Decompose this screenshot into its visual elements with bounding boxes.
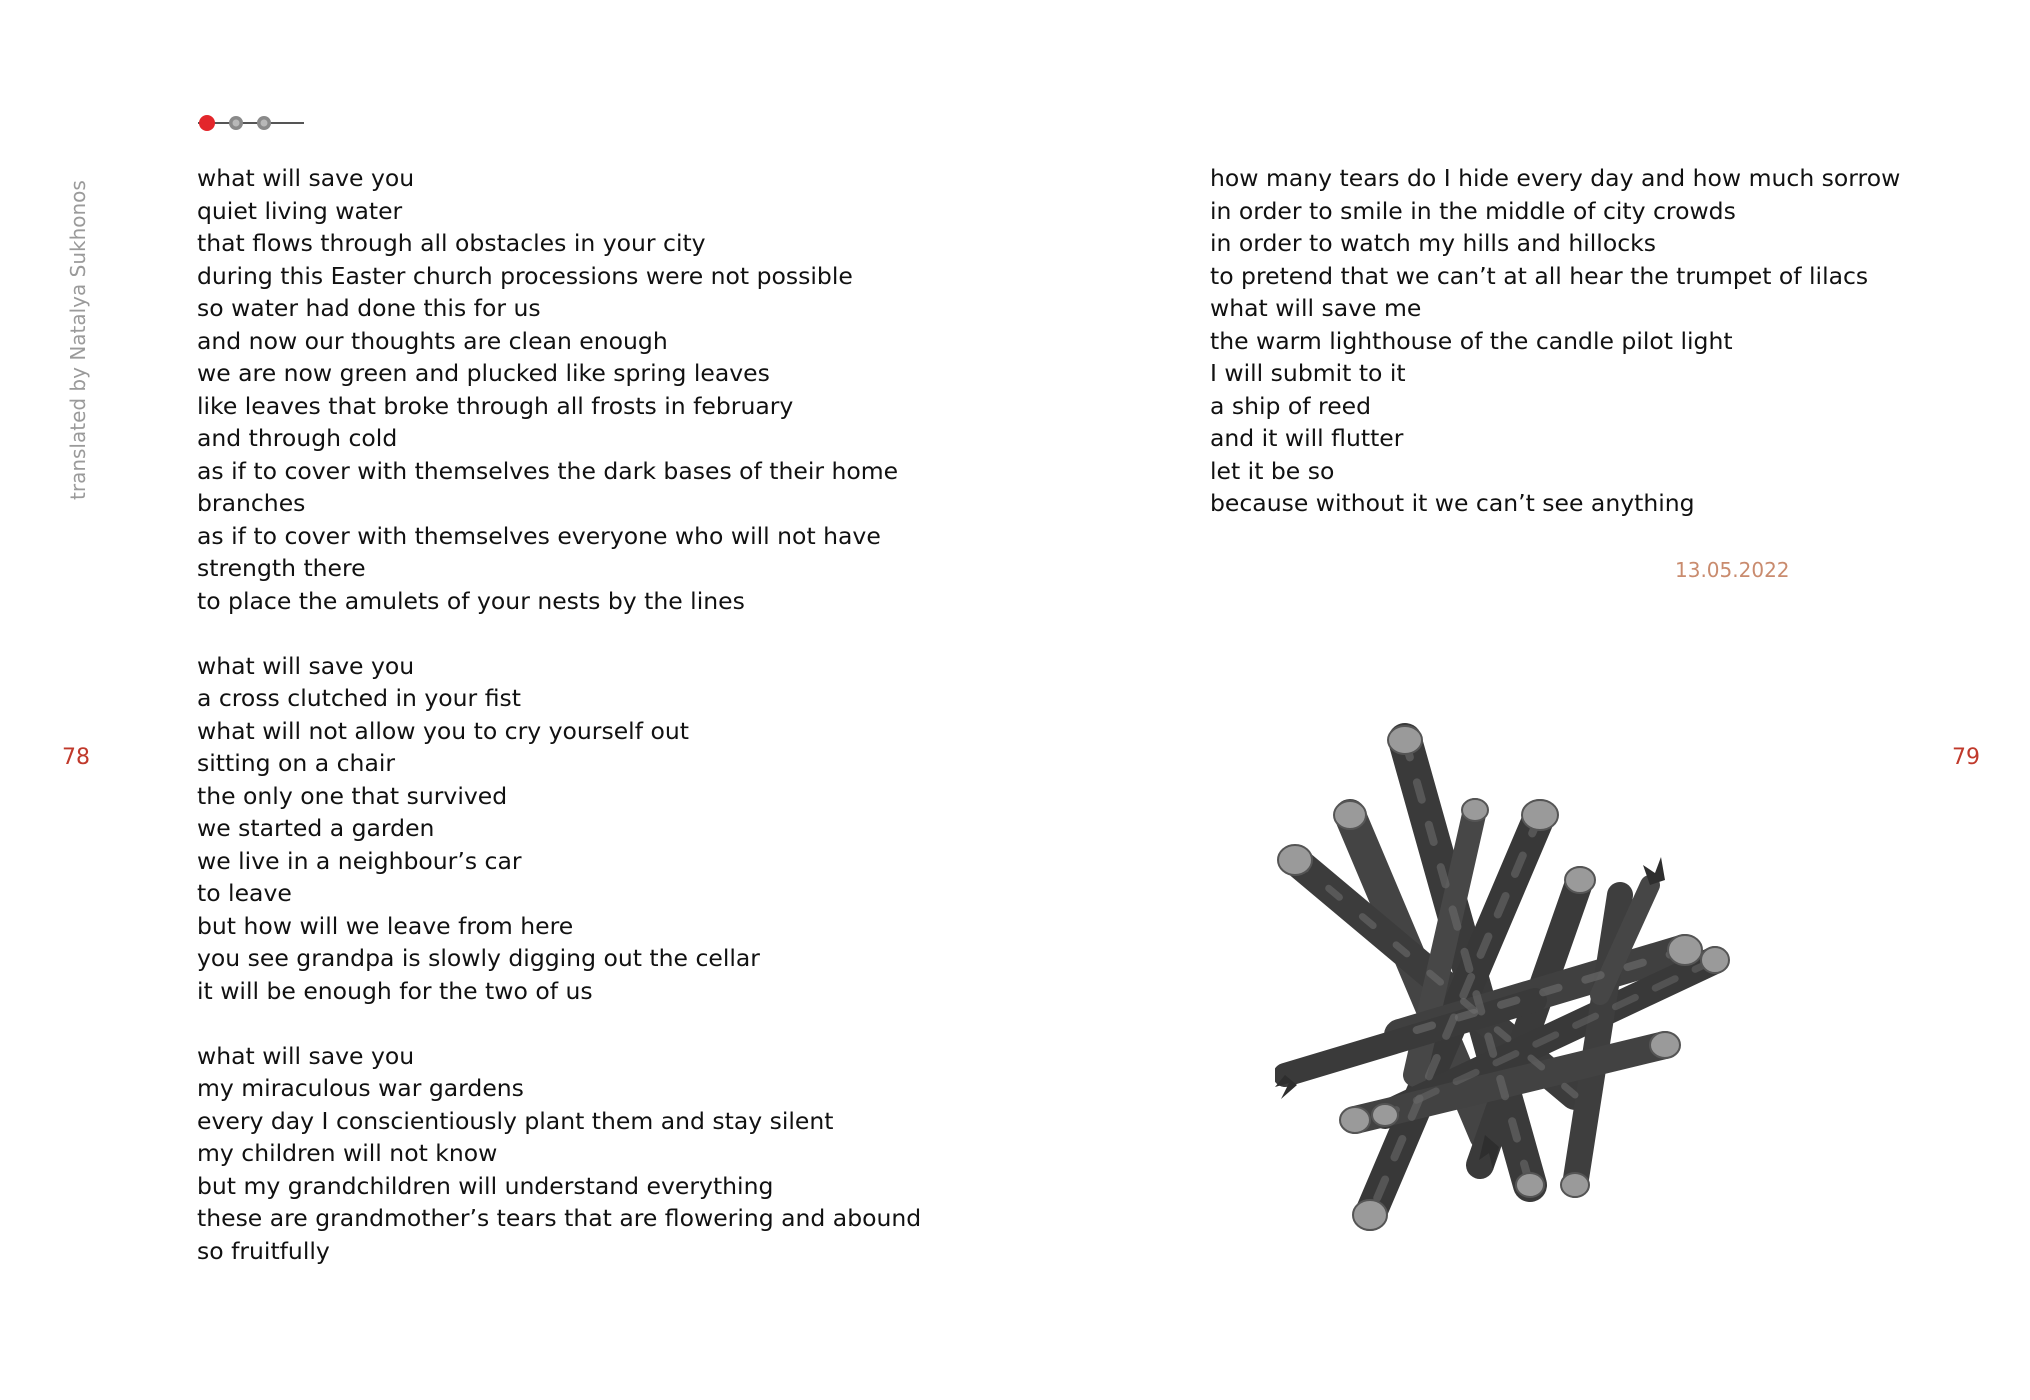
poem-line: we are now green and plucked like spring leaves [197,359,770,387]
poem-line: sitting on a chair [197,749,396,777]
poem-line: what will save you [197,164,415,192]
poem-line: because without it we can’t see anything [1210,489,1695,517]
poem-line: that flows through all obstacles in your city [197,229,706,257]
poem-line: what will not allow you to cry yourself out [197,716,689,745]
poem-line: as if to cover with themselves the dark bases of their home [197,456,899,485]
poem-line: my children will not know [197,1139,498,1167]
poem-line: we started a garden [197,814,435,842]
poem-line: so water had done this for us [197,294,541,322]
poem-line: these are grandmother’s tears that are flowering and abound [197,1204,922,1232]
poem-stanza [1210,162,1900,520]
poem-line: what will save me [1210,294,1422,322]
poem-stanza [197,650,921,1008]
poem-line: we live in a neighbour’s car [197,846,522,875]
poem-line: it will be enough for the two of us [197,976,593,1005]
poem-line: so fruitfully [197,1236,330,1265]
page-number-right: 79 [1952,745,1980,770]
translator-credit-text: translated by Natalya Sukhonos [66,180,90,500]
poem-line: during this Easter church processions were not possible [197,261,853,290]
poem-line: strength there [197,554,366,582]
poem-left-column [197,162,921,1267]
poem-line: and it will flutter [1210,424,1404,452]
poem-line: but how will we leave from here [197,911,574,940]
poem-line: to pretend that we can’t at all hear the trumpet of lilacs [1210,261,1869,290]
poem-line: as if to cover with themselves everyone who will not have [197,521,881,550]
poem-line: and now our thoughts are clean enough [197,326,668,355]
poem-line: but my grandchildren will understand everything [197,1171,774,1200]
poem-line: in order to watch my hills and hillocks [1210,229,1656,257]
poem-line: how many tears do I hide every day and how much sorrow [1210,164,1901,192]
poem-line: in order to smile in the middle of city crowds [1210,196,1736,225]
poem-line: every day I conscientiously plant them and stay silent [197,1106,834,1135]
poem-line: what will save you [197,1041,415,1070]
poem-line: you see grandpa is slowly digging out the cellar [197,944,760,972]
poem-line: branches [197,489,306,517]
poem-line: what will save you [197,651,415,680]
poem-line: quiet living water [197,196,403,225]
page-number-left: 78 [62,745,90,770]
poem-line: a cross clutched in your fist [197,684,521,712]
poem-line: and through cold [197,424,398,452]
poem-line: to leave [197,879,292,907]
poem-line: a ship of reed [1210,391,1372,420]
translator-credit [66,170,90,500]
poem-line: I will submit to it [1210,359,1406,387]
poem-line: like leaves that broke through all frosts in february [197,391,794,420]
poem-line: the warm lighthouse of the candle pilot light [1210,326,1733,355]
poem-line: the only one that survived [197,781,508,810]
poem-line: let it be so [1210,456,1335,485]
poem-line: my miraculous war gardens [197,1074,524,1102]
poem-stanza [197,1040,921,1268]
beads-ornament-icon [196,112,306,134]
poem-date: 13.05.2022 [1675,558,1790,582]
poem-line: to place the amulets of your nests by the lines [197,586,745,615]
poem-stanza [197,162,921,617]
poem-right-column [1210,162,1900,520]
crossed-branches-illustration [1275,715,1735,1255]
